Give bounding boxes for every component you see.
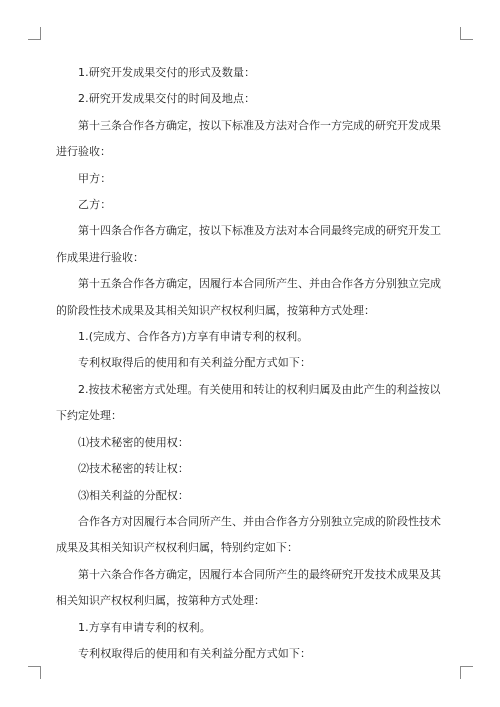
paragraph-patent-usage: 专利权取得后的使用和有关利益分配方式如下： (78, 356, 312, 370)
document-page (56, 60, 444, 667)
paragraph-deliverable-time: 2.研究开发成果交付的时间及地点： (78, 92, 256, 106)
paragraph-article-14: 第十四条合作各方确定，按以下标准及方法对本合同最终完成的研究开发工作成果进行验收： (56, 224, 441, 264)
paragraph-final-patent-usage: 专利权取得后的使用和有关利益分配方式如下： (78, 646, 312, 660)
paragraph-trade-secret: 2.按技术秘密方式处理。有关使用和转让的权利归属及由此产生的利益按以下约定处理： (56, 382, 441, 423)
paragraph-party-a: 甲方： (78, 171, 112, 185)
paragraph-party-b: 乙方： (78, 198, 112, 212)
paragraph-article-13: 第十三条合作各方确定，按以下标准及方法对合作一方完成的研究开发成果进行验收： (56, 118, 441, 159)
paragraph-special-agreement: 合作各方对因履行本合同所产生、并由合作各方分别独立完成的阶段性技术成果及其相关知识产权权利归属，特别约定如下： (56, 514, 441, 555)
paragraph-article-15: 第十五条合作各方确定，因履行本合同所产生、并由合作各方分别独立完成的阶段性技术成果及其相关知识产权权利归属，按第种方式处理： (56, 277, 441, 317)
paragraph-secret-use-right: ⑴技术秘密的使用权： (78, 435, 189, 449)
crop-mark-top-right (460, 27, 473, 40)
paragraph-patent-right: 1.(完成方、合作各方)方享有申请专利的权利。 (78, 330, 309, 344)
crop-mark-bottom-right (460, 666, 473, 679)
paragraph-deliverable-form: 1.研究开发成果交付的形式及数量： (78, 66, 256, 79)
paragraph-secret-transfer-right: ⑵技术秘密的转让权： (78, 462, 189, 476)
crop-mark-top-left (28, 27, 41, 40)
paragraph-final-patent-right: 1.方享有申请专利的权利。 (78, 620, 211, 634)
paragraph-article-16: 第十六条合作各方确定，因履行本合同所产生的最终研究开发技术成果及其相关知识产权权利归属，按第种方式处理： (56, 567, 441, 608)
crop-mark-bottom-left (28, 666, 41, 679)
paragraph-benefit-distribution: ⑶相关利益的分配权： (78, 488, 189, 502)
